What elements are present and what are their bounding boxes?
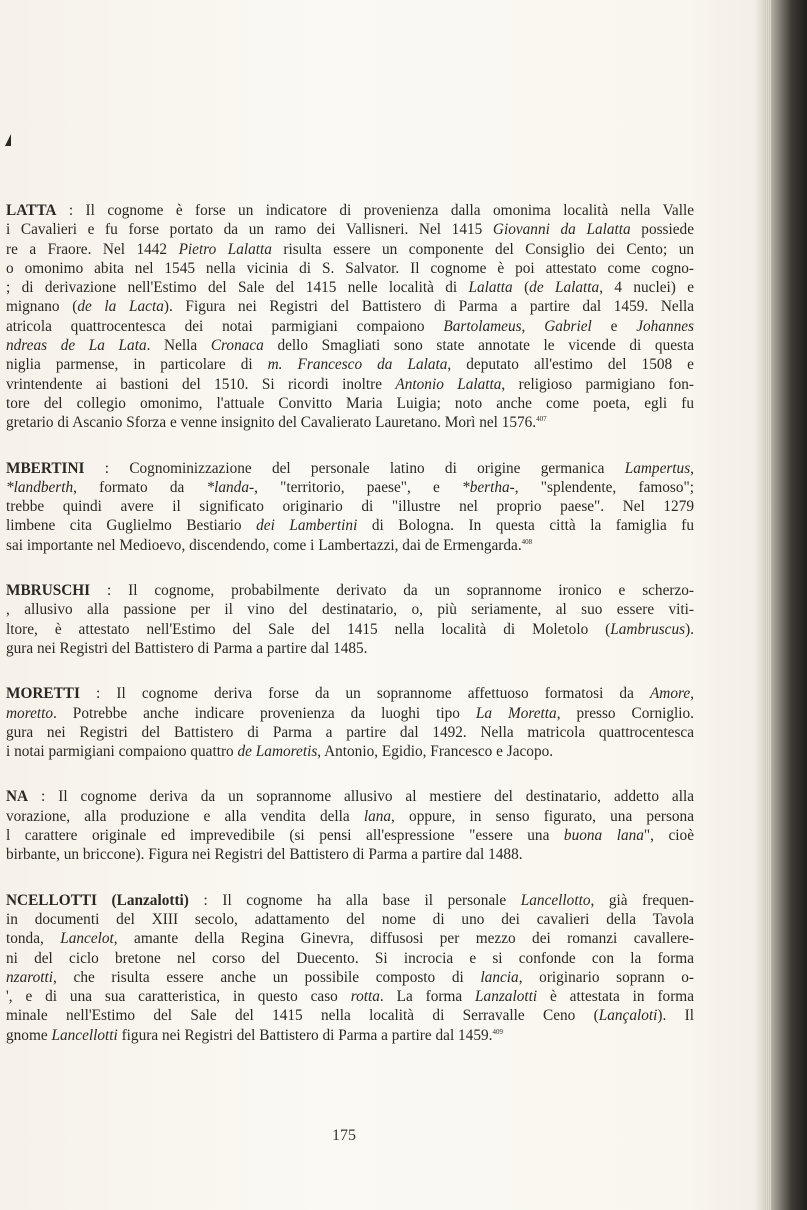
text-span: gura nei Registri del Battistero di Parma a partire dal 1485.: [6, 639, 368, 657]
text-span: tore del collegio omonimo, l'attuale Convitto Maria Luigia; noto anche come poeta, egli fu: [6, 394, 694, 412]
entry-text-line: [6, 1026, 694, 1045]
footnote-ref: 409: [492, 1027, 503, 1036]
entry-text-line: [6, 826, 694, 845]
text-span: Lancellotti: [51, 1026, 118, 1044]
text-span: gretario di Ascanio Sforza e venne insignito del Cavalierato Lauretano. Morì nel 1576.: [6, 414, 537, 432]
page-number: 175: [332, 1127, 356, 1144]
text-span: in documenti del XIII secolo, adattamento del nome di uno dei cavalieri della Tavola: [6, 910, 694, 928]
text-span: *landa-: [206, 478, 255, 496]
text-span: Johannes: [636, 317, 694, 335]
entry-text-line: [6, 910, 694, 929]
entry-text-line: [6, 394, 694, 413]
text-span: nzarotti: [6, 968, 54, 986]
text-span: ).: [685, 620, 694, 638]
text-span: Amore,: [649, 685, 694, 703]
text-span: vorazione, alla produzione e alla vendita della: [6, 807, 364, 825]
text-span: ndreas de La Lata: [6, 337, 147, 355]
text-span: vrintendente ai bastioni del 1510. Si ricordi inoltre: [6, 375, 396, 393]
text-span: de Lalatta: [529, 279, 600, 297]
text-span: lancia: [480, 968, 519, 986]
text-span: , originario soprann o-: [518, 968, 694, 986]
text-span: (: [512, 279, 530, 297]
text-span: possiede: [630, 221, 694, 239]
text-span: . Potrebbe anche indicare provenienza da luoghi tipo: [53, 704, 476, 722]
text-span: ). Figura nei Registri del Battistero di Parma a partire dal 1459. Nella: [163, 298, 694, 316]
text-span: Pietro Lalatta: [178, 240, 272, 258]
dictionary-entry: [6, 684, 694, 761]
text-span: La Moretta: [475, 704, 557, 722]
dictionary-entry: [6, 201, 694, 433]
text-span: ltore, è attestato nell'Estimo del Sale del 1415 nella località di Moletolo (: [6, 620, 611, 638]
text-span: , 4 nuclei) e: [599, 279, 694, 297]
text-span: , religioso parmigiano fon-: [501, 375, 694, 393]
text-span: Lampertus,: [624, 459, 694, 477]
footnote-ref: 407: [536, 415, 547, 424]
text-span: ). Il: [657, 1007, 694, 1025]
entry-text-line: [6, 581, 694, 600]
text-span: lana: [363, 807, 392, 825]
entry-text-line: [6, 413, 694, 432]
text-span: dei Lambertini: [256, 517, 358, 535]
text-span: Bartolameus, Gabriel: [443, 317, 592, 335]
entry-text-line: [6, 787, 694, 806]
text-span: : Il cognome, probabilmente derivato da un soprannome ironico e scherzo-: [90, 582, 694, 600]
text-span: Lancelot: [60, 930, 114, 948]
text-span: i Cavalieri e fu forse portato da un ramo dei Vallisneri. Nel 1415: [6, 221, 493, 239]
entry-text-line: [6, 297, 694, 316]
text-span: , deputato all'estimo del 1508 e: [447, 356, 694, 374]
text-span: gura nei Registri del Battistero di Parma a partire dal 1492. Nella matricola quattrocentesca: [6, 723, 694, 741]
text-span: Cronaca: [210, 337, 264, 355]
entry-text-line: [6, 807, 694, 826]
entry-text-line: [6, 684, 694, 703]
text-span: : Cognominizzazione del personale latino di origine germanica: [84, 459, 625, 477]
entry-text-line: [6, 742, 694, 761]
text-span: trebbe quindi avere il significato originario di "illustre nel proprio paese". Nel 1279: [6, 498, 694, 516]
entry-text-line: [6, 1006, 694, 1025]
text-span: , Antonio, Egidio, Francesco e Jacopo.: [317, 743, 554, 761]
entry-headword: LATTA: [6, 202, 57, 219]
text-span: : Il cognome ha alla base il personale: [188, 891, 521, 909]
text-span: niglia parmense, in particolare di: [6, 356, 268, 374]
entry-text-line: [6, 891, 694, 910]
entry-text-line: [6, 639, 694, 658]
entry-text-line: [6, 704, 694, 723]
text-span: : Il cognome deriva forse da un soprannome affettuoso formatosi da: [79, 685, 650, 703]
text-span: . La forma: [379, 988, 476, 1006]
text-span: de Lamoretis: [237, 743, 318, 761]
entry-text-line: [6, 240, 694, 259]
entry-headword: MORETTI: [6, 685, 80, 703]
text-span: mignano (: [6, 298, 78, 316]
dictionary-entries: [6, 201, 694, 1071]
text-span: *landberth: [6, 478, 74, 496]
entry-text-line: [6, 497, 694, 516]
text-span: , "territorio, paese", e: [254, 478, 463, 496]
entry-text-line: [6, 620, 694, 639]
text-span: , amante della Regina Ginevra, diffusosi per mezzo dei romanzi cavallere-: [113, 930, 694, 948]
entry-text-line: [6, 516, 694, 535]
text-span: Lanzalotti: [475, 988, 538, 1006]
text-span: l carattere originale ed imprevedibile (si pensi all'espressione "essere una: [6, 827, 564, 845]
entry-text-line: [6, 336, 694, 355]
text-span: buona lana: [563, 827, 644, 845]
text-span: : Il cognome è forse un indicatore di provenienza dalla omonima località nella Valle: [56, 202, 694, 219]
entry-text-line: [6, 949, 694, 968]
text-span: sai importante nel Medioevo, discendendo, come i Lambertazzi, dai de Ermengarda.: [6, 536, 522, 554]
text-span: , presso Corniglio.: [556, 704, 694, 722]
text-span: : Il cognome deriva da un soprannome allusivo al mestiere del destinatario, addetto alla: [28, 788, 694, 806]
entry-text-line: [6, 600, 694, 619]
text-span: , "splendente, famoso";: [514, 478, 694, 496]
text-span: , oppure, in senso figurato, una persona: [391, 807, 694, 825]
entry-text-line: [6, 723, 694, 742]
text-span: Giovanni da Lalatta: [492, 221, 631, 239]
text-span: re a Fraore. Nel 1442: [6, 240, 179, 258]
text-span: i notai parmigiani compaiono quattro: [6, 743, 238, 761]
entry-text-line: [6, 201, 694, 220]
entry-headword: MBRUSCHI: [6, 582, 91, 600]
entry-text-line: [6, 968, 694, 987]
text-span: . Nella: [146, 337, 211, 355]
entry-text-line: [6, 355, 694, 374]
entry-text-line: [6, 478, 694, 497]
text-span: tonda,: [6, 930, 61, 948]
text-span: birbante, un briccone). Figura nei Registri del Battistero di Parma a partire dal 1488.: [6, 846, 523, 864]
text-span: *bertha-: [462, 478, 515, 496]
corner-mark-icon: [4, 133, 13, 147]
entry-headword: NCELLOTTI (Lanzalotti): [6, 891, 189, 909]
text-span: rotta: [350, 988, 380, 1006]
text-span: , formato da: [73, 478, 207, 496]
text-span: de la Lacta: [77, 298, 164, 316]
text-span: gnome: [6, 1026, 52, 1044]
text-span: e: [591, 317, 637, 335]
dictionary-entry: [6, 459, 694, 555]
text-span: ", cioè: [643, 827, 694, 845]
entry-text-line: [6, 536, 694, 555]
dictionary-entry: [6, 787, 694, 864]
text-span: limbene cita Guglielmo Bestiario: [6, 517, 257, 535]
entry-text-line: [6, 259, 694, 278]
text-span: risulta essere un componente del Consiglio dei Cento; un: [271, 240, 694, 258]
text-span: ; di derivazione nell'Estimo del Sale del 1415 nelle località di: [6, 279, 469, 297]
text-span: di Bologna. In questa città la famiglia fu: [357, 517, 694, 535]
text-span: moretto: [6, 704, 54, 722]
entry-headword: MBERTINI: [6, 459, 85, 477]
entry-text-line: [6, 317, 694, 336]
text-span: è attestata in forma: [537, 988, 694, 1006]
entry-text-line: [6, 459, 694, 478]
entry-text-line: [6, 929, 694, 948]
text-span: Lancellotto: [520, 891, 591, 909]
text-span: , che risulta essere anche un possibile composto di: [53, 968, 481, 986]
book-binding-edge: [755, 0, 807, 1210]
text-span: ni del ciclo bretone nel corso del Duecento. Si incrocia e si confonde con la forma: [6, 949, 694, 967]
footnote-ref: 408: [521, 537, 533, 546]
entry-headword: NA: [6, 788, 29, 806]
text-span: figura nei Registri del Battistero di Parma a partire dal 1459.: [117, 1026, 493, 1044]
text-span: Lalatta: [468, 279, 513, 297]
text-span: Antonio Lalatta: [395, 375, 502, 393]
text-span: dello Smagliati sono state annotate le vicende di questa: [263, 337, 694, 355]
entry-text-line: [6, 845, 694, 864]
entry-text-line: [6, 220, 694, 239]
text-span: , già frequen-: [590, 891, 694, 909]
entry-text-line: [6, 987, 694, 1006]
text-span: atricola quattrocentesca dei notai parmigiani compaiono: [6, 317, 444, 335]
dictionary-entry: [6, 581, 694, 658]
text-span: Lançaloti: [598, 1007, 658, 1025]
text-span: ', e di una sua caratteristica, in questo caso: [6, 988, 351, 1006]
text-span: , allusivo alla passione per il vino del destinatario, o, più seriamente, al suo essere viti-: [6, 601, 694, 619]
text-span: Lambruscus: [610, 620, 686, 638]
text-span: minale nell'Estimo del Sale del 1415 nella località di Serravalle Ceno (: [6, 1007, 599, 1025]
text-span: m. Francesco da Lalata: [267, 356, 448, 374]
text-span: o omonimo abita nel 1545 nella vicinia di S. Salvator. Il cognome è poi attestato come cogno-: [6, 259, 694, 277]
entry-text-line: [6, 278, 694, 297]
entry-text-line: [6, 375, 694, 394]
dictionary-entry: [6, 891, 694, 1045]
